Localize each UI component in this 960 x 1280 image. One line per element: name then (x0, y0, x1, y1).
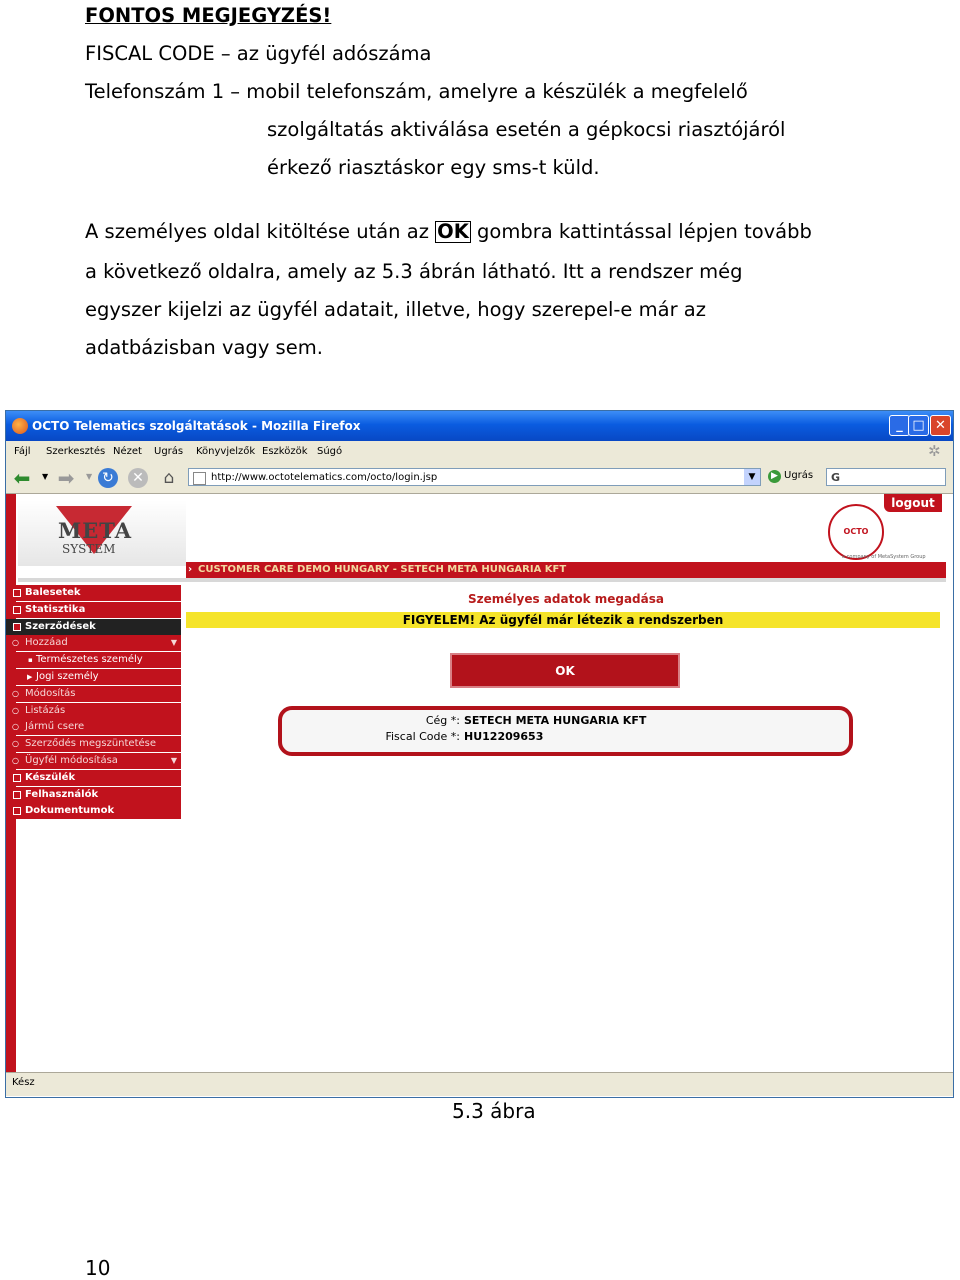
forward-icon[interactable]: ➡ (57, 466, 75, 490)
navigation-toolbar (6, 463, 953, 494)
sidebar-item-label: Felhasználók (25, 788, 99, 800)
sidebar-item-label: Jogi személy (36, 670, 99, 682)
meta-system-logo (18, 500, 186, 566)
sidebar-item-label: Ügyfél módosítása (25, 754, 118, 766)
address-bar[interactable] (188, 468, 761, 486)
instruction-line3: egyszer kijelzi az ügyfél adatait, illetve, hogy szerepel-e már az (85, 298, 706, 321)
client-info-box (278, 706, 853, 756)
close-button[interactable]: ✕ (930, 415, 951, 436)
logout-button[interactable]: logout (884, 494, 942, 512)
fiscal-code-note: FISCAL CODE – az ügyfél adószáma (85, 42, 432, 65)
warning-banner: FIGYELEM! Az ügyfél már létezik a rendszerben (186, 612, 940, 628)
sidebar-item[interactable] (6, 652, 181, 668)
sidebar-item[interactable] (6, 703, 181, 719)
chevron-down-icon[interactable]: ▼ (170, 638, 177, 648)
google-search-icon: G (831, 471, 841, 484)
maximize-button[interactable]: □ (908, 415, 929, 436)
status-bar (6, 1072, 953, 1096)
instruction-line1 (85, 220, 812, 244)
sidebar-item[interactable] (6, 736, 181, 752)
sidebar-item-label: Jármű csere (25, 721, 85, 733)
instruction-line2: a következő oldalra, amely az 5.3 ábrán látható. Itt a rendszer még (85, 260, 743, 283)
sidebar-item-label: Természetes személy (36, 654, 143, 666)
menu-view[interactable]: Nézet (113, 446, 142, 457)
octo-logo: OCTO (828, 504, 884, 560)
fiscal-code-value: HU12209653 (464, 730, 544, 743)
instruction-text-a: A személyes oldal kitöltése után az (85, 220, 436, 243)
sidebar-item[interactable] (6, 585, 181, 601)
fiscal-code-label: Fiscal Code *: (385, 730, 460, 743)
firefox-icon (12, 418, 28, 434)
sidebar-item[interactable] (6, 686, 181, 702)
search-box[interactable] (826, 468, 946, 486)
sidebar-item-label: Szerződések (25, 620, 96, 632)
company-value: SETECH META HUNGARIA KFT (464, 714, 647, 727)
menu-bar (6, 441, 953, 463)
browser-window (5, 410, 954, 1098)
figure-caption: 5.3 ábra (452, 1099, 536, 1123)
sidebar-item[interactable] (6, 602, 181, 618)
minimize-button[interactable]: _ (889, 415, 910, 436)
logo-meta-text: META (58, 518, 133, 543)
throbber-icon: ✲ (928, 442, 941, 460)
stop-icon[interactable]: ✕ (128, 468, 148, 488)
menu-edit[interactable]: Szerkesztés (46, 446, 106, 457)
sidebar-item[interactable] (6, 770, 181, 786)
company-label: Cég *: (425, 714, 460, 727)
menu-file[interactable]: Fájl (14, 446, 31, 457)
address-url: http://www.octotelematics.com/octo/login.jsp (211, 472, 438, 483)
window-title: OCTO Telematics szolgáltatások - Mozilla Firefox (32, 419, 361, 433)
note-heading: FONTOS MEGJEGYZÉS! (85, 4, 332, 27)
sidebar-item-label: Módosítás (25, 687, 76, 699)
phone-note-line1: Telefonszám 1 – mobil telefonszám, amelyre a készülék a megfelelő (85, 80, 748, 103)
status-text: Kész (12, 1077, 35, 1088)
reload-icon[interactable]: ↻ (98, 468, 118, 488)
go-button[interactable] (768, 470, 813, 483)
sidebar-item[interactable] (6, 753, 181, 769)
page-content (6, 494, 946, 1072)
panel-title: Személyes adatok megadása (468, 592, 664, 606)
breadcrumb: › CUSTOMER CARE DEMO HUNGARY - SETECH META HUNGARIA KFT (186, 562, 946, 578)
sidebar-item-label: Statisztika (25, 603, 86, 615)
logo-system-text: SYSTEM (62, 542, 116, 556)
go-label: Ugrás (784, 470, 814, 481)
go-arrow-icon: ▶ (768, 470, 781, 483)
sidebar-item-label: Listázás (25, 704, 66, 716)
page-icon (193, 472, 206, 485)
sidebar-item[interactable] (6, 803, 181, 819)
ok-inline-label: OK (437, 220, 469, 243)
sidebar-item-label: Hozzáad (25, 637, 68, 649)
octo-subtitle: a company of MetaSystem Group (842, 554, 926, 560)
sidebar-item[interactable] (6, 719, 181, 735)
chevron-down-icon[interactable]: ▼ (170, 755, 177, 765)
sidebar-item[interactable] (6, 669, 181, 685)
sidebar-item[interactable] (6, 787, 181, 803)
sidebar-item-label: Dokumentumok (25, 805, 115, 817)
sidebar-menu (6, 585, 181, 820)
address-dropdown-icon[interactable]: ▼ (744, 469, 760, 485)
phone-note-line3: érkező riasztáskor egy sms-t küld. (267, 156, 600, 179)
forward-dropdown-icon[interactable]: ▼ (86, 472, 93, 481)
menu-help[interactable]: Súgó (317, 446, 343, 457)
title-bar (6, 411, 953, 441)
phone-note-line2: szolgáltatás aktiválása esetén a gépkocsi riasztójáról (267, 118, 786, 141)
ok-button[interactable]: OK (450, 653, 680, 688)
instruction-line4: adatbázisban vagy sem. (85, 336, 323, 359)
instruction-text-b: gombra kattintással lépjen tovább (470, 220, 812, 243)
page-number: 10 (85, 1256, 111, 1280)
home-icon[interactable]: ⌂ (163, 468, 175, 488)
sidebar-item-label: Szerződés megszüntetése (25, 738, 157, 750)
sidebar-item[interactable] (6, 635, 181, 651)
sidebar-item-label: Balesetek (25, 587, 81, 598)
menu-bookmarks[interactable]: Könyvjelzők (196, 446, 256, 457)
sidebar-item[interactable] (6, 619, 181, 635)
menu-go[interactable]: Ugrás (154, 446, 184, 457)
sidebar-item-label: Készülék (25, 771, 76, 783)
menu-tools[interactable]: Eszközök (262, 446, 308, 457)
back-dropdown-icon[interactable]: ▼ (42, 472, 49, 481)
back-icon[interactable]: ⬅ (13, 466, 31, 490)
header-divider (18, 578, 946, 582)
